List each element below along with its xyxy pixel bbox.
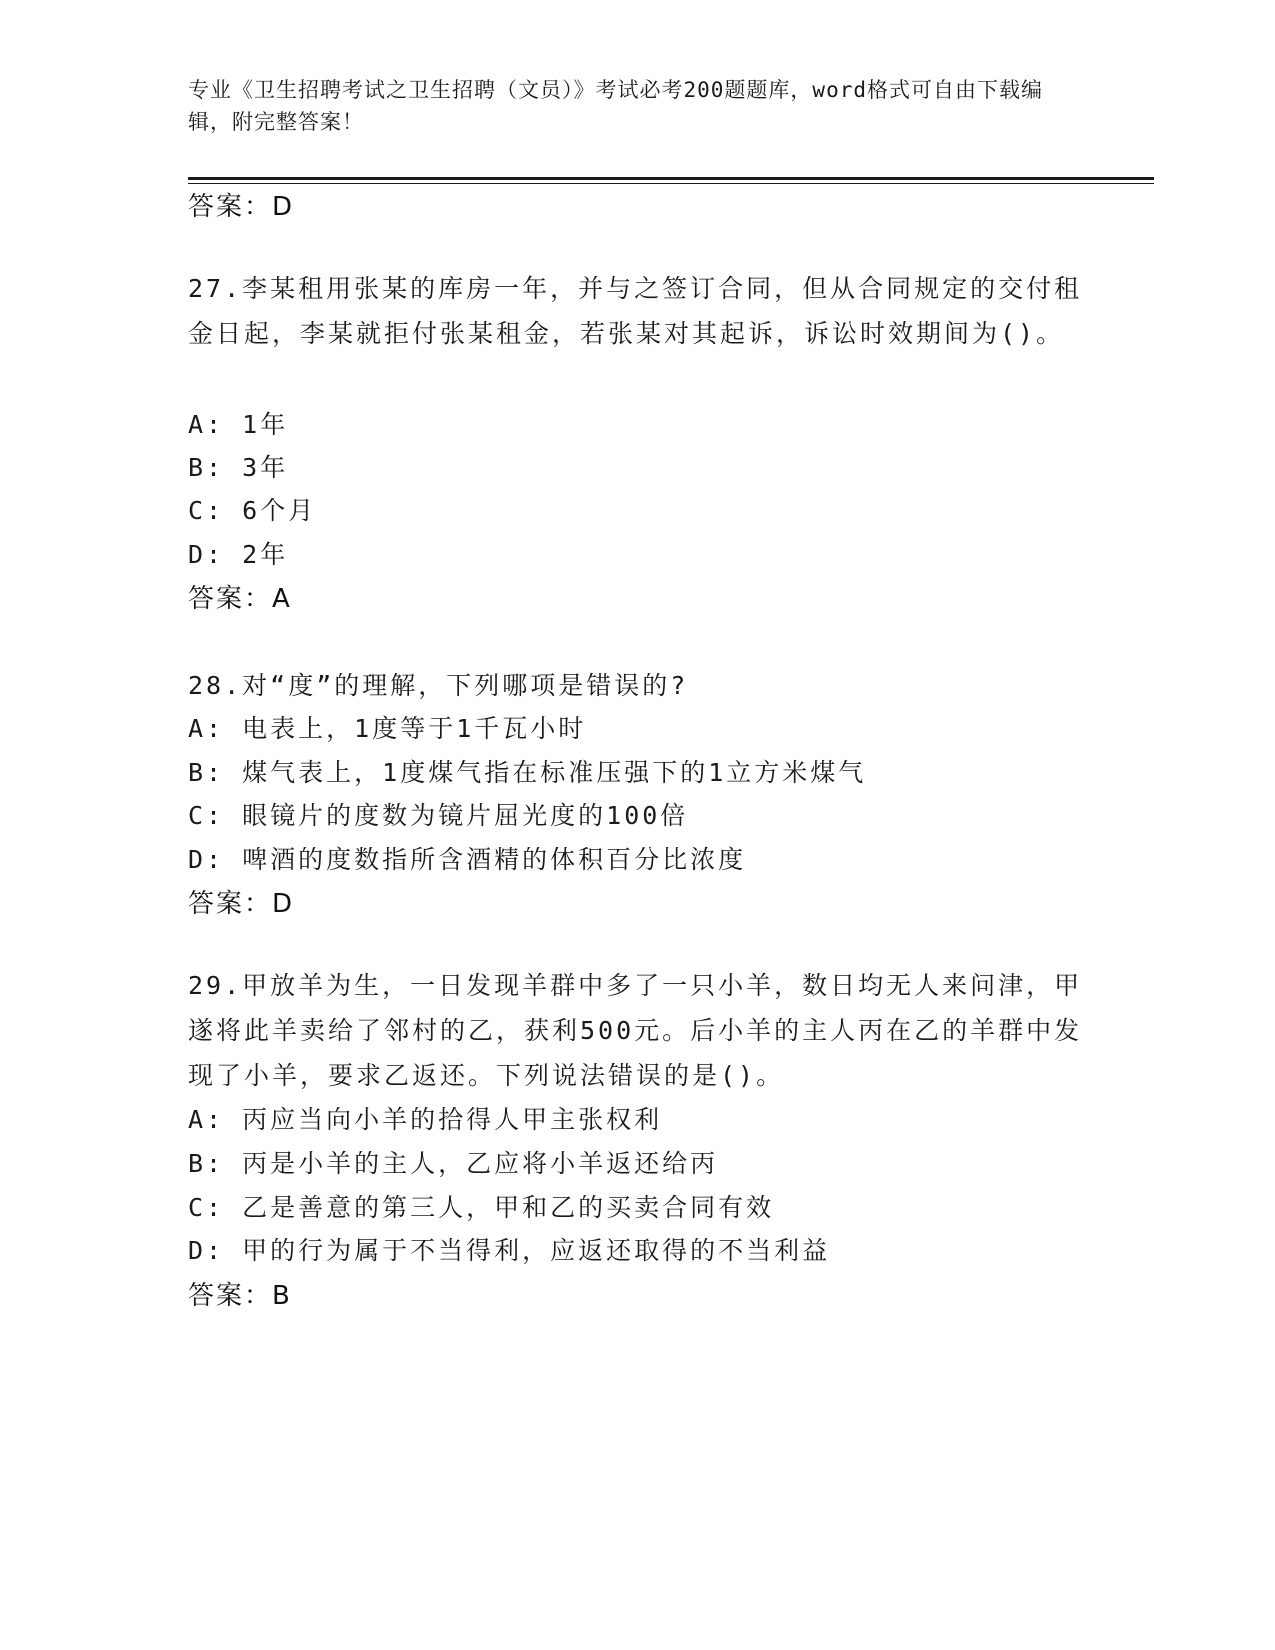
question-27-option-b: B: 3年 [188, 453, 289, 482]
question-28-answer: 答案：D [188, 889, 295, 919]
question-28-option-b: B: 煤气表上，1度煤气指在标准压强下的1立方米煤气 [188, 758, 867, 787]
header-divider-thin [188, 183, 1154, 184]
question-27-option-c: C: 6个月 [188, 496, 317, 525]
header-divider-thick [188, 177, 1154, 180]
question-27-option-a: A: 1年 [188, 410, 289, 439]
question-28-option-d: D: 啤酒的度数指所含酒精的体积百分比浓度 [188, 845, 747, 874]
question-29-option-a: A: 丙应当向小羊的拾得人甲主张权利 [188, 1105, 663, 1134]
question-28-option-c: C: 眼镜片的度数为镜片屈光度的100倍 [188, 801, 689, 830]
question-27-answer: 答案：A [188, 584, 292, 614]
question-29-stem: 29.甲放羊为生，一日发现羊群中多了一只小羊，数日均无人来问津，甲遂将此羊卖给了邻村的乙，获利500元。后小羊的主人丙在乙的羊群中发现了小羊，要求乙返还。下列说法错误的是()。 [188, 971, 1083, 1090]
question-27-stem: 27.李某租用张某的库房一年，并与之签订合同，但从合同规定的交付租金日起，李某就拒付张某租金，若张某对其起诉，诉讼时效期间为()。 [188, 274, 1083, 348]
question-29-option-c: C: 乙是善意的第三人，甲和乙的买卖合同有效 [188, 1193, 775, 1222]
question-27-option-d: D: 2年 [188, 540, 289, 569]
question-29-option-d: D: 甲的行为属于不当得利，应返还取得的不当利益 [188, 1236, 831, 1265]
question-29-answer: 答案：B [188, 1281, 292, 1311]
page-header-title: 专业《卫生招聘考试之卫生招聘（文员）》考试必考200题题库，word格式可自由下载编辑，附完整答案！ [188, 78, 1043, 134]
question-28-option-a: A: 电表上，1度等于1千瓦小时 [188, 714, 587, 743]
question-29-option-b: B: 丙是小羊的主人，乙应将小羊返还给丙 [188, 1149, 719, 1178]
question-28-stem: 28.对“度”的理解，下列哪项是错误的? [188, 671, 689, 700]
answer-previous: 答案：D [188, 192, 295, 222]
